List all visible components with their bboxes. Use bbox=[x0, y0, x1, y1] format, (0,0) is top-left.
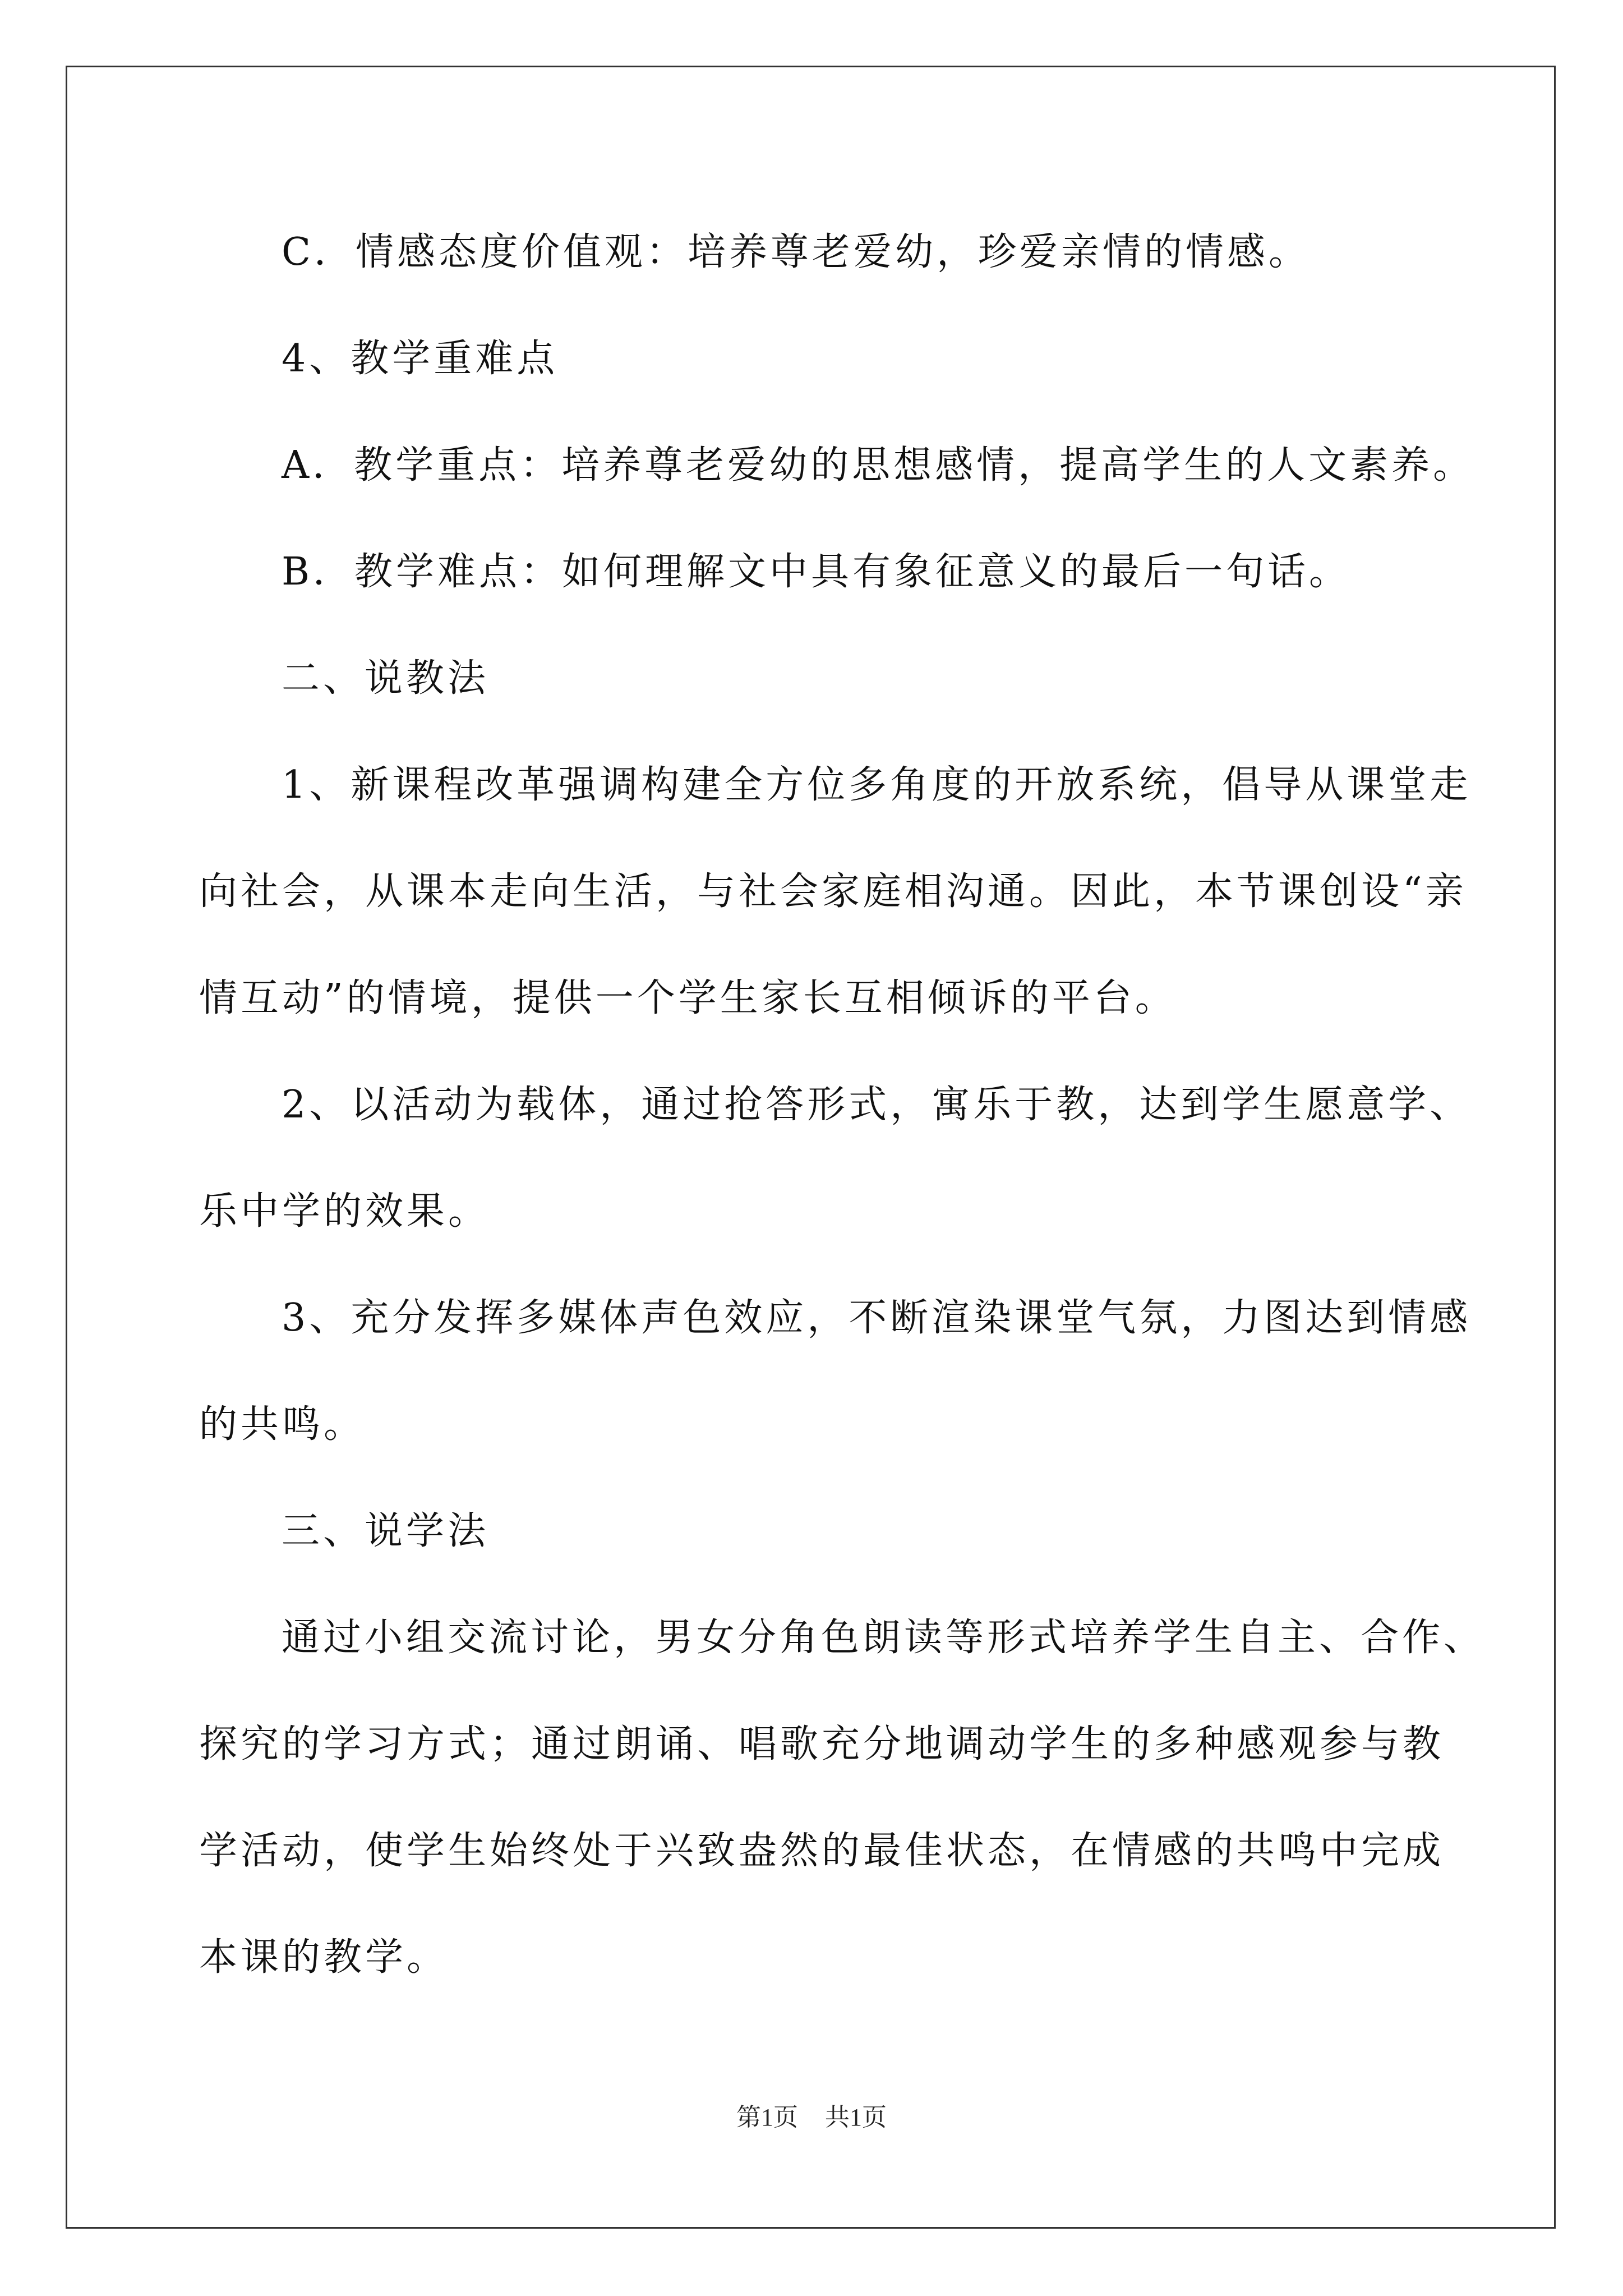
paragraph-line: 情互动”的情境，提供一个学生家长互相倾诉的平台。 bbox=[199, 976, 1177, 1020]
paragraph-line: 的共鸣。 bbox=[199, 1402, 366, 1447]
paragraph-line: 1、新课程改革强调构建全方位多角度的开放系统，倡导从课堂走 bbox=[282, 763, 1472, 807]
section-heading: 三、说学法 bbox=[282, 1509, 490, 1553]
paragraph-line: A．教学重点：培养尊老爱幼的思想感情，提高学生的人文素养。 bbox=[282, 443, 1475, 487]
page-total: 共1页 bbox=[825, 2104, 887, 2131]
page-border bbox=[66, 66, 1556, 2229]
paragraph-line: 学活动，使学生始终处于兴致盎然的最佳状态，在情感的共鸣中完成 bbox=[199, 1829, 1445, 1873]
page-number: 第1页 bbox=[736, 2104, 798, 2131]
section-heading: 4、教学重难点 bbox=[282, 337, 559, 381]
paragraph-line: 向社会，从课本走向生活，与社会家庭相沟通。因此，本节课创设“亲 bbox=[199, 869, 1467, 914]
paragraph-line: 通过小组交流讨论，男女分角色朗读等形式培养学生自主、合作、 bbox=[282, 1616, 1486, 1660]
paragraph-line: B．教学难点：如何理解文中具有象征意义的最后一句话。 bbox=[282, 550, 1350, 594]
paragraph-line: C．情感态度价值观：培养尊老爱幼，珍爱亲情的情感。 bbox=[282, 230, 1311, 274]
paragraph-line: 2、以活动为载体，通过抢答形式，寓乐于教，达到学生愿意学、 bbox=[282, 1083, 1472, 1127]
paragraph-line: 乐中学的效果。 bbox=[199, 1189, 490, 1234]
section-heading: 二、说教法 bbox=[282, 656, 490, 701]
page-footer bbox=[0, 2101, 1623, 2134]
paragraph-line: 探究的学习方式；通过朗诵、唱歌充分地调动学生的多种感观参与教 bbox=[199, 1722, 1445, 1766]
paragraph-line: 3、充分发挥多媒体声色效应，不断渲染课堂气氛，力图达到情感 bbox=[282, 1296, 1472, 1340]
paragraph-line: 本课的教学。 bbox=[199, 1935, 449, 1980]
